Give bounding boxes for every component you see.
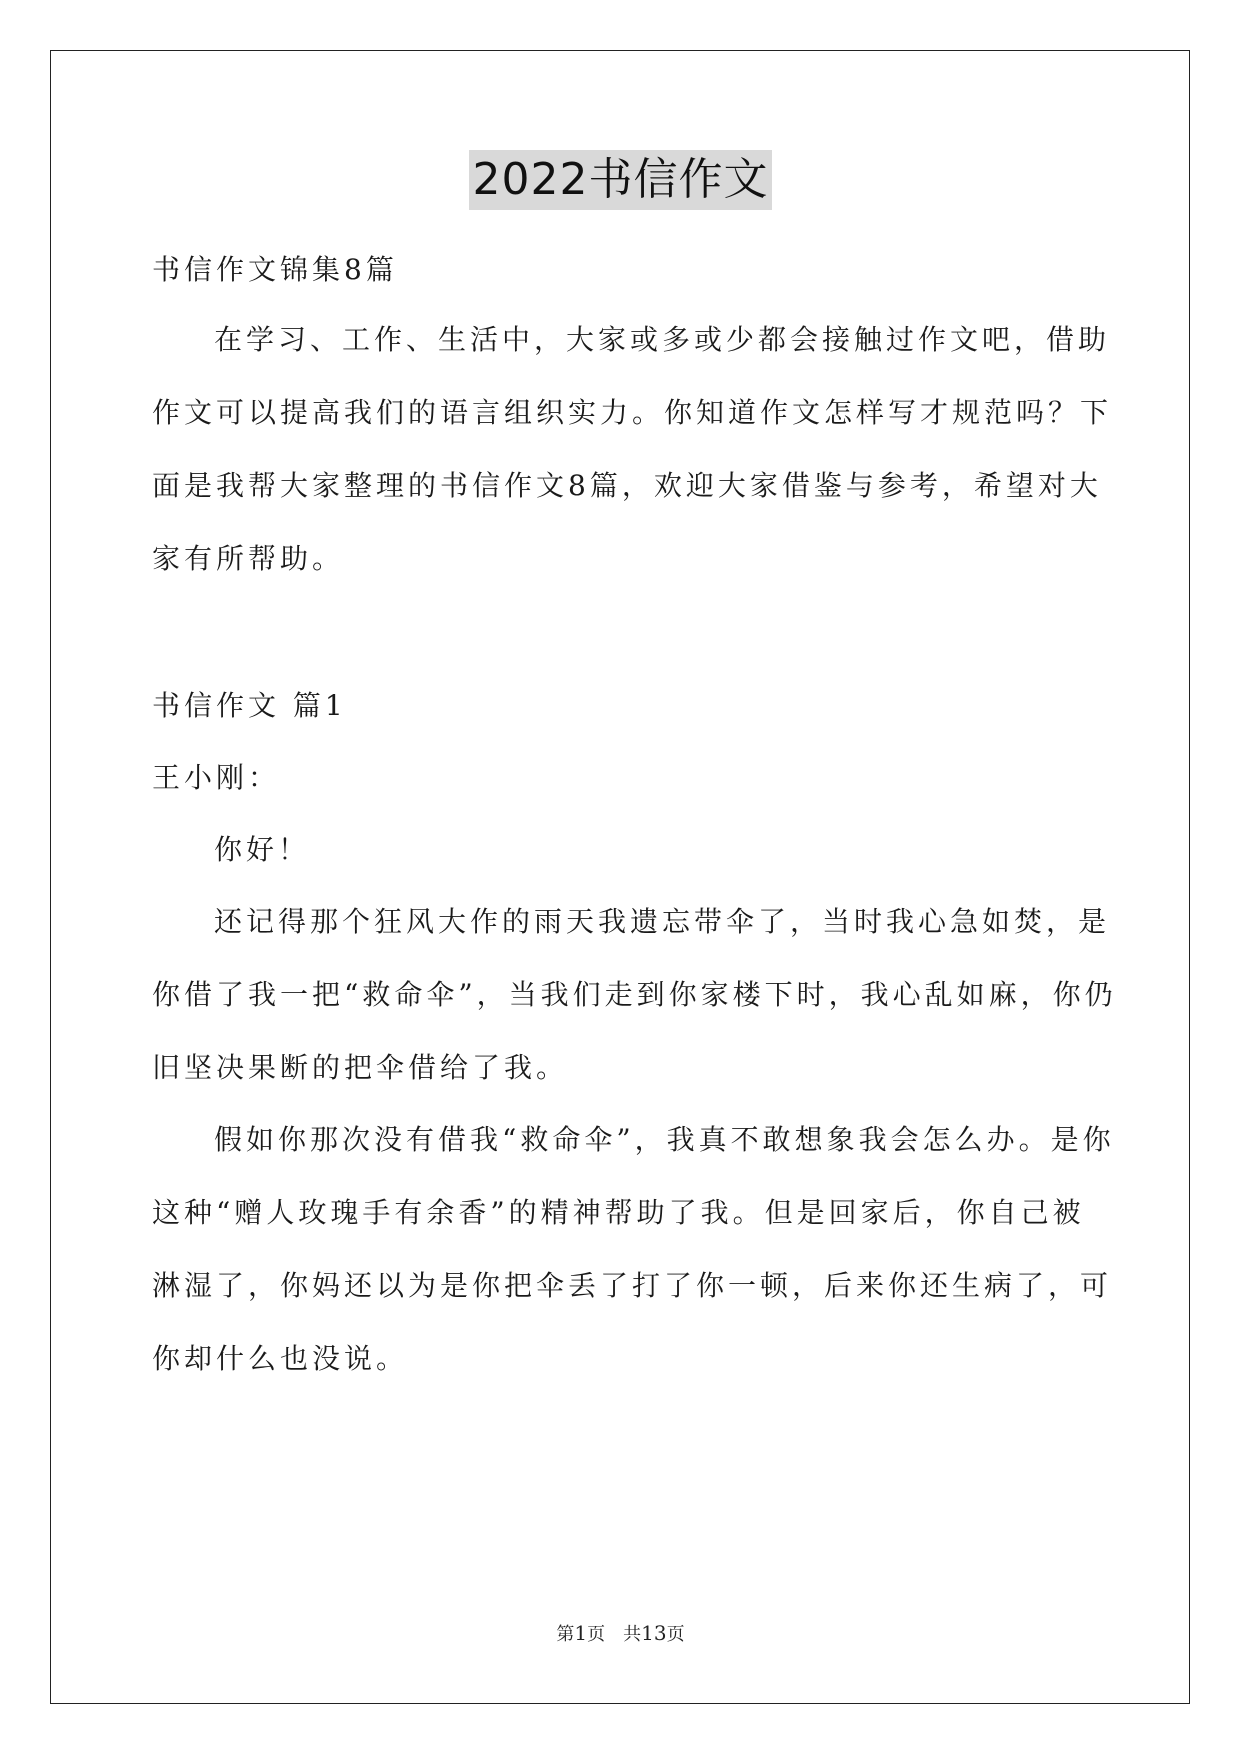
intro-line: 在学习、工作、生活中，大家或多或少都会接触过作文吧，借助 <box>214 323 1111 356</box>
paragraph-line: 淋湿了，你妈还以为是你把伞丢了打了你一顿，后来你还生病了，可 <box>152 1269 1113 1302</box>
paragraph-line: 你却什么也没说。 <box>152 1342 409 1375</box>
page-border <box>50 50 1190 1704</box>
page-footer <box>0 1620 1241 1646</box>
paragraph-line: 假如你那次没有借我“救命伞”，我真不敢想象我会怎么办。是你 <box>214 1123 1115 1156</box>
total-suffix: 页 <box>666 1624 685 1645</box>
page-prefix: 第 <box>556 1624 575 1645</box>
paragraph-line: 这种“赠人玫瑰手有余香”的精神帮助了我。但是回家后，你自己被 <box>152 1196 1085 1229</box>
total-pages: 13 <box>641 1621 667 1645</box>
intro-line: 作文可以提高我们的语言组织实力。你知道作文怎样写才规范吗？下 <box>152 396 1113 429</box>
intro-line: 家有所帮助。 <box>152 542 345 575</box>
subtitle: 书信作文锦集8篇 <box>152 253 398 286</box>
page-suffix: 页 <box>587 1624 606 1645</box>
greeting: 你好！ <box>214 833 311 866</box>
total-prefix: 共 <box>623 1624 642 1645</box>
paragraph-line: 旧坚决果断的把伞借给了我。 <box>152 1051 569 1084</box>
paragraph-line: 还记得那个狂风大作的雨天我遗忘带伞了，当时我心急如焚，是 <box>214 905 1111 938</box>
document-title-wrapper <box>0 150 1241 210</box>
intro-line: 面是我帮大家整理的书信作文8篇，欢迎大家借鉴与参考，希望对大 <box>152 469 1102 502</box>
document-title: 2022书信作文 <box>469 150 773 210</box>
salutation: 王小刚： <box>152 761 281 794</box>
page-number: 1 <box>574 1621 588 1645</box>
section-heading: 书信作文 篇1 <box>152 689 347 722</box>
paragraph-line: 你借了我一把“救命伞”，当我们走到你家楼下时，我心乱如麻，你仍 <box>152 978 1117 1011</box>
